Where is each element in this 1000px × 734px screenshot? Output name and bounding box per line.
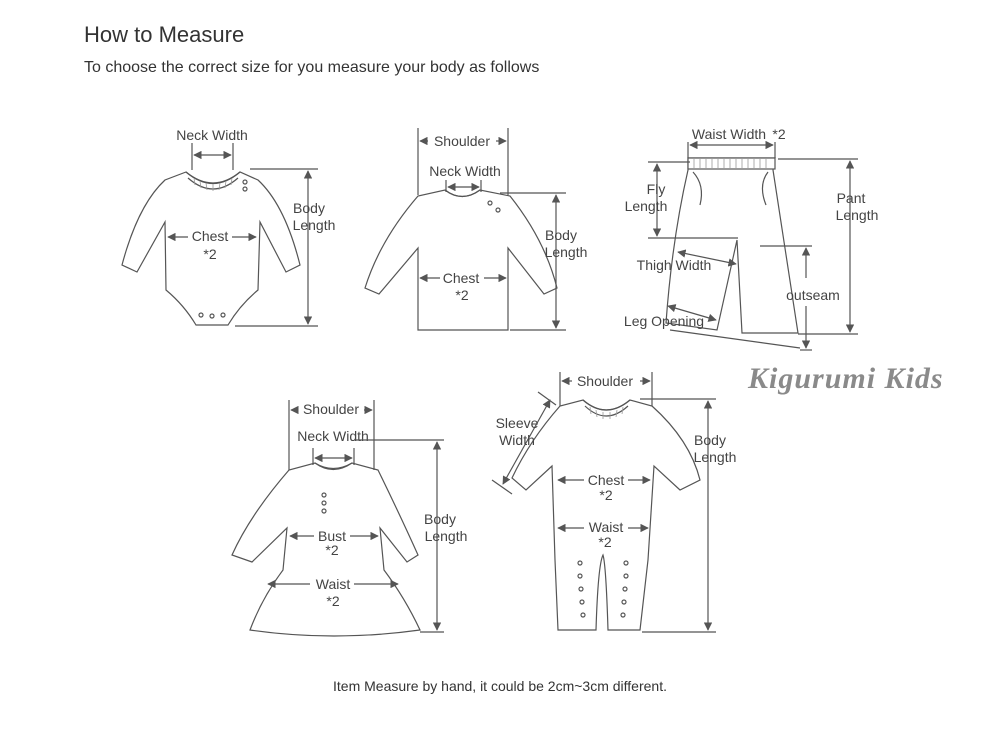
pants-waistband xyxy=(688,158,775,169)
top-neck-width-label: Neck Width xyxy=(429,163,501,179)
top-diagram xyxy=(365,128,587,330)
romper-shoulder-label: Shoulder xyxy=(576,373,634,389)
bodysuit-neck-width-label: Neck Width xyxy=(176,127,248,143)
dress-neck-width-label: Neck Width xyxy=(297,428,369,444)
romper-sleeve-label: Sleeve xyxy=(495,415,539,431)
romper-length-label: Length xyxy=(693,449,737,465)
romper-chest-multiplier: *2 xyxy=(599,487,613,503)
romper-body-label: Body xyxy=(694,432,726,448)
dress-waist-multiplier: *2 xyxy=(326,593,340,609)
pants-fly-length-label: Length xyxy=(624,198,668,214)
pants-pant-label: Pant xyxy=(836,190,866,206)
pants-waist-multiplier: *2 xyxy=(772,126,786,142)
page-subtitle: To choose the correct size for you measure your body as follows xyxy=(84,59,540,76)
brand-watermark: Kigurumi Kids xyxy=(748,362,944,395)
top-outline xyxy=(365,190,557,330)
romper-waist-label: Waist xyxy=(588,519,624,535)
top-chest-multiplier: *2 xyxy=(455,287,469,303)
pants-leg-opening-label: Leg Opening xyxy=(623,313,705,329)
top-length-label: Length xyxy=(544,244,588,260)
romper-outline xyxy=(512,400,700,630)
bodysuit-body-label: Body xyxy=(293,200,325,216)
pants-diagram xyxy=(624,126,879,350)
top-chest-label: Chest xyxy=(442,270,480,286)
pants-thigh-width-label: Thigh Width xyxy=(636,257,712,273)
bodysuit-chest-multiplier: *2 xyxy=(203,246,217,262)
pants-pant-length-label: Length xyxy=(835,207,879,223)
pants-waist-width-label: Waist Width xyxy=(691,126,767,142)
dress-length-label: Length xyxy=(424,528,468,544)
pants-outseam-label: outseam xyxy=(786,287,840,303)
dress-waist-label: Waist xyxy=(315,576,351,592)
romper-waist-multiplier: *2 xyxy=(598,534,612,550)
dress-diagram xyxy=(232,400,467,636)
bodysuit-chest-label: Chest xyxy=(191,228,229,244)
romper-diagram xyxy=(492,372,736,632)
bodysuit-length-label: Length xyxy=(292,217,336,233)
top-body-label: Body xyxy=(545,227,577,243)
dress-shoulder-label: Shoulder xyxy=(302,401,360,417)
measurement-note: Item Measure by hand, it could be 2cm~3cm different. xyxy=(333,678,667,694)
dress-body-label: Body xyxy=(424,511,456,527)
pants-fly-label: Fly xyxy=(646,181,666,197)
page-title: How to Measure xyxy=(84,22,245,47)
romper-chest-label: Chest xyxy=(587,472,625,488)
bodysuit-diagram xyxy=(122,127,335,326)
romper-sleeve-width-label: Width xyxy=(499,432,535,448)
dress-bust-label: Bust xyxy=(317,528,347,544)
top-shoulder-label: Shoulder xyxy=(433,133,491,149)
dress-bust-multiplier: *2 xyxy=(325,542,339,558)
